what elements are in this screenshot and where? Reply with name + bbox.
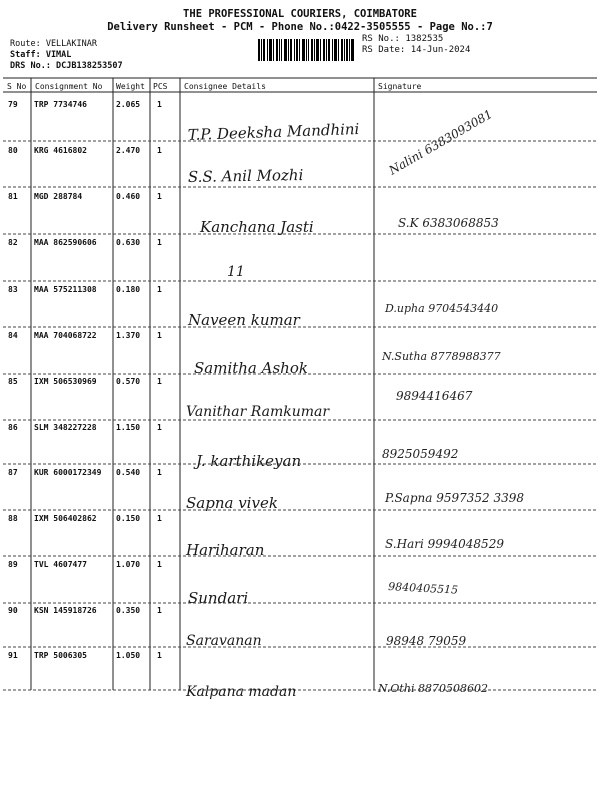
row-weight: 0.570 xyxy=(116,377,141,386)
row-pcs: 1 xyxy=(157,285,162,294)
row-consignment-no: KUR 6000172349 xyxy=(34,468,102,477)
row-weight: 1.070 xyxy=(116,560,141,569)
handwritten-signature: D.upha 9704543440 xyxy=(385,302,499,315)
row-weight: 0.630 xyxy=(116,238,141,247)
row-weight: 0.180 xyxy=(116,285,141,294)
row-sno: 80 xyxy=(8,146,18,155)
handwritten-consignee-name: T.P. Deeksha Mandhini xyxy=(187,120,360,144)
row-sno: 90 xyxy=(8,606,18,615)
handwritten-consignee-name: S.S. Anil Mozhi xyxy=(187,165,304,186)
row-consignment-no: MGD 288784 xyxy=(34,192,83,201)
row-sno: 86 xyxy=(8,423,18,432)
handwritten-signature: P.Sapna 9597352 3398 xyxy=(385,491,525,505)
handwritten-signature: 9894416467 xyxy=(396,389,473,403)
col-header-weight: Weight xyxy=(116,82,145,91)
row-sno: 87 xyxy=(8,468,18,477)
row-consignment-no: IXM 506402862 xyxy=(34,514,97,523)
row-consignment-no: MAA 862590606 xyxy=(34,238,97,247)
row-consignment-no: KRG 4616802 xyxy=(34,146,87,155)
drs-number: DRS No.: DCJB138253507 xyxy=(10,61,123,71)
row-pcs: 1 xyxy=(157,468,162,477)
handwritten-signature: 9840405515 xyxy=(387,580,459,597)
handwritten-consignee-name: Saravanan xyxy=(186,633,262,649)
row-pcs: 1 xyxy=(157,651,162,660)
col-header-consignment: Consignment No xyxy=(35,82,103,91)
row-pcs: 1 xyxy=(157,331,162,340)
runsheet-title: Delivery Runsheet - PCM - Phone No.:0422-3505555 - Page No.:7 xyxy=(107,21,493,33)
company-title: THE PROFESSIONAL COURIERS, COIMBATORE xyxy=(183,8,417,20)
row-consignment-no: TRP 5006305 xyxy=(34,651,87,660)
handwritten-consignee-name: J. karthikeyan xyxy=(196,452,302,470)
row-pcs: 1 xyxy=(157,192,162,201)
handwritten-signature: S.Hari 9994048529 xyxy=(385,537,504,551)
row-pcs: 1 xyxy=(157,238,162,247)
handwritten-signature: N.Sutha 8778988377 xyxy=(382,350,501,363)
row-consignment-no: TRP 7734746 xyxy=(34,100,87,109)
row-sno: 91 xyxy=(8,651,18,660)
row-sno: 84 xyxy=(8,331,18,340)
handwritten-signature: S.K 6383068853 xyxy=(398,216,499,230)
row-pcs: 1 xyxy=(157,606,162,615)
handwritten-consignee-name: Vanithar Ramkumar xyxy=(186,404,330,420)
row-pcs: 1 xyxy=(157,100,162,109)
handwritten-consignee-name: Sundari xyxy=(188,589,249,607)
handwritten-consignee-name: Sapna vivek xyxy=(186,494,278,512)
row-consignment-no: TVL 4607477 xyxy=(34,560,87,569)
row-consignment-no: MAA 704068722 xyxy=(34,331,97,340)
row-sno: 85 xyxy=(8,377,18,386)
rs-number: RS No.: 1382535 xyxy=(362,34,444,44)
col-header-consignee: Consignee Details xyxy=(184,82,266,91)
handwritten-consignee-name: Naveen kumar xyxy=(188,311,300,329)
row-pcs: 1 xyxy=(157,377,162,386)
handwritten-consignee-name: Samitha Ashok xyxy=(194,359,308,377)
row-weight: 0.350 xyxy=(116,606,141,615)
handwritten-consignee-name: Hariharan xyxy=(186,541,265,559)
col-header-sno: S No xyxy=(7,82,27,91)
row-weight: 0.150 xyxy=(116,514,141,523)
row-sno: 89 xyxy=(8,560,18,569)
handwritten-consignee-name: Kanchana Jasti xyxy=(200,218,314,236)
row-weight: 0.540 xyxy=(116,468,141,477)
row-consignment-no: KSN 145918726 xyxy=(34,606,97,615)
handwritten-signature: N.Othi 8870508602 xyxy=(378,682,488,695)
row-pcs: 1 xyxy=(157,514,162,523)
row-weight: 0.460 xyxy=(116,192,141,201)
row-sno: 88 xyxy=(8,514,18,523)
handwritten-signature: Nalini 6383093081 xyxy=(386,106,495,178)
row-pcs: 1 xyxy=(157,146,162,155)
rs-date: RS Date: 14-Jun-2024 xyxy=(362,45,471,55)
handwritten-signature: 8925059492 xyxy=(382,447,459,461)
row-sno: 83 xyxy=(8,285,18,294)
row-weight: 1.150 xyxy=(116,423,141,432)
row-weight: 2.470 xyxy=(116,146,141,155)
row-weight: 2.065 xyxy=(116,100,141,109)
staff-label: Staff: VIMAL xyxy=(10,50,72,60)
handwritten-consignee-name: Kalpana madan xyxy=(186,684,297,700)
handwritten-consignee-name: 11 xyxy=(227,264,245,280)
row-sno: 79 xyxy=(8,100,18,109)
row-consignment-no: MAA 575211308 xyxy=(34,285,97,294)
row-sno: 81 xyxy=(8,192,18,201)
row-weight: 1.050 xyxy=(116,651,141,660)
row-pcs: 1 xyxy=(157,423,162,432)
route-label: Route: VELLAKINAR xyxy=(10,39,97,49)
row-pcs: 1 xyxy=(157,560,162,569)
col-header-pcs: PCS xyxy=(153,82,168,91)
handwritten-signature: 98948 79059 xyxy=(386,634,467,648)
col-header-signature: Signature xyxy=(378,82,422,91)
row-consignment-no: SLM 348227228 xyxy=(34,423,97,432)
row-consignment-no: IXM 506530969 xyxy=(34,377,97,386)
row-weight: 1.370 xyxy=(116,331,141,340)
row-sno: 82 xyxy=(8,238,18,247)
